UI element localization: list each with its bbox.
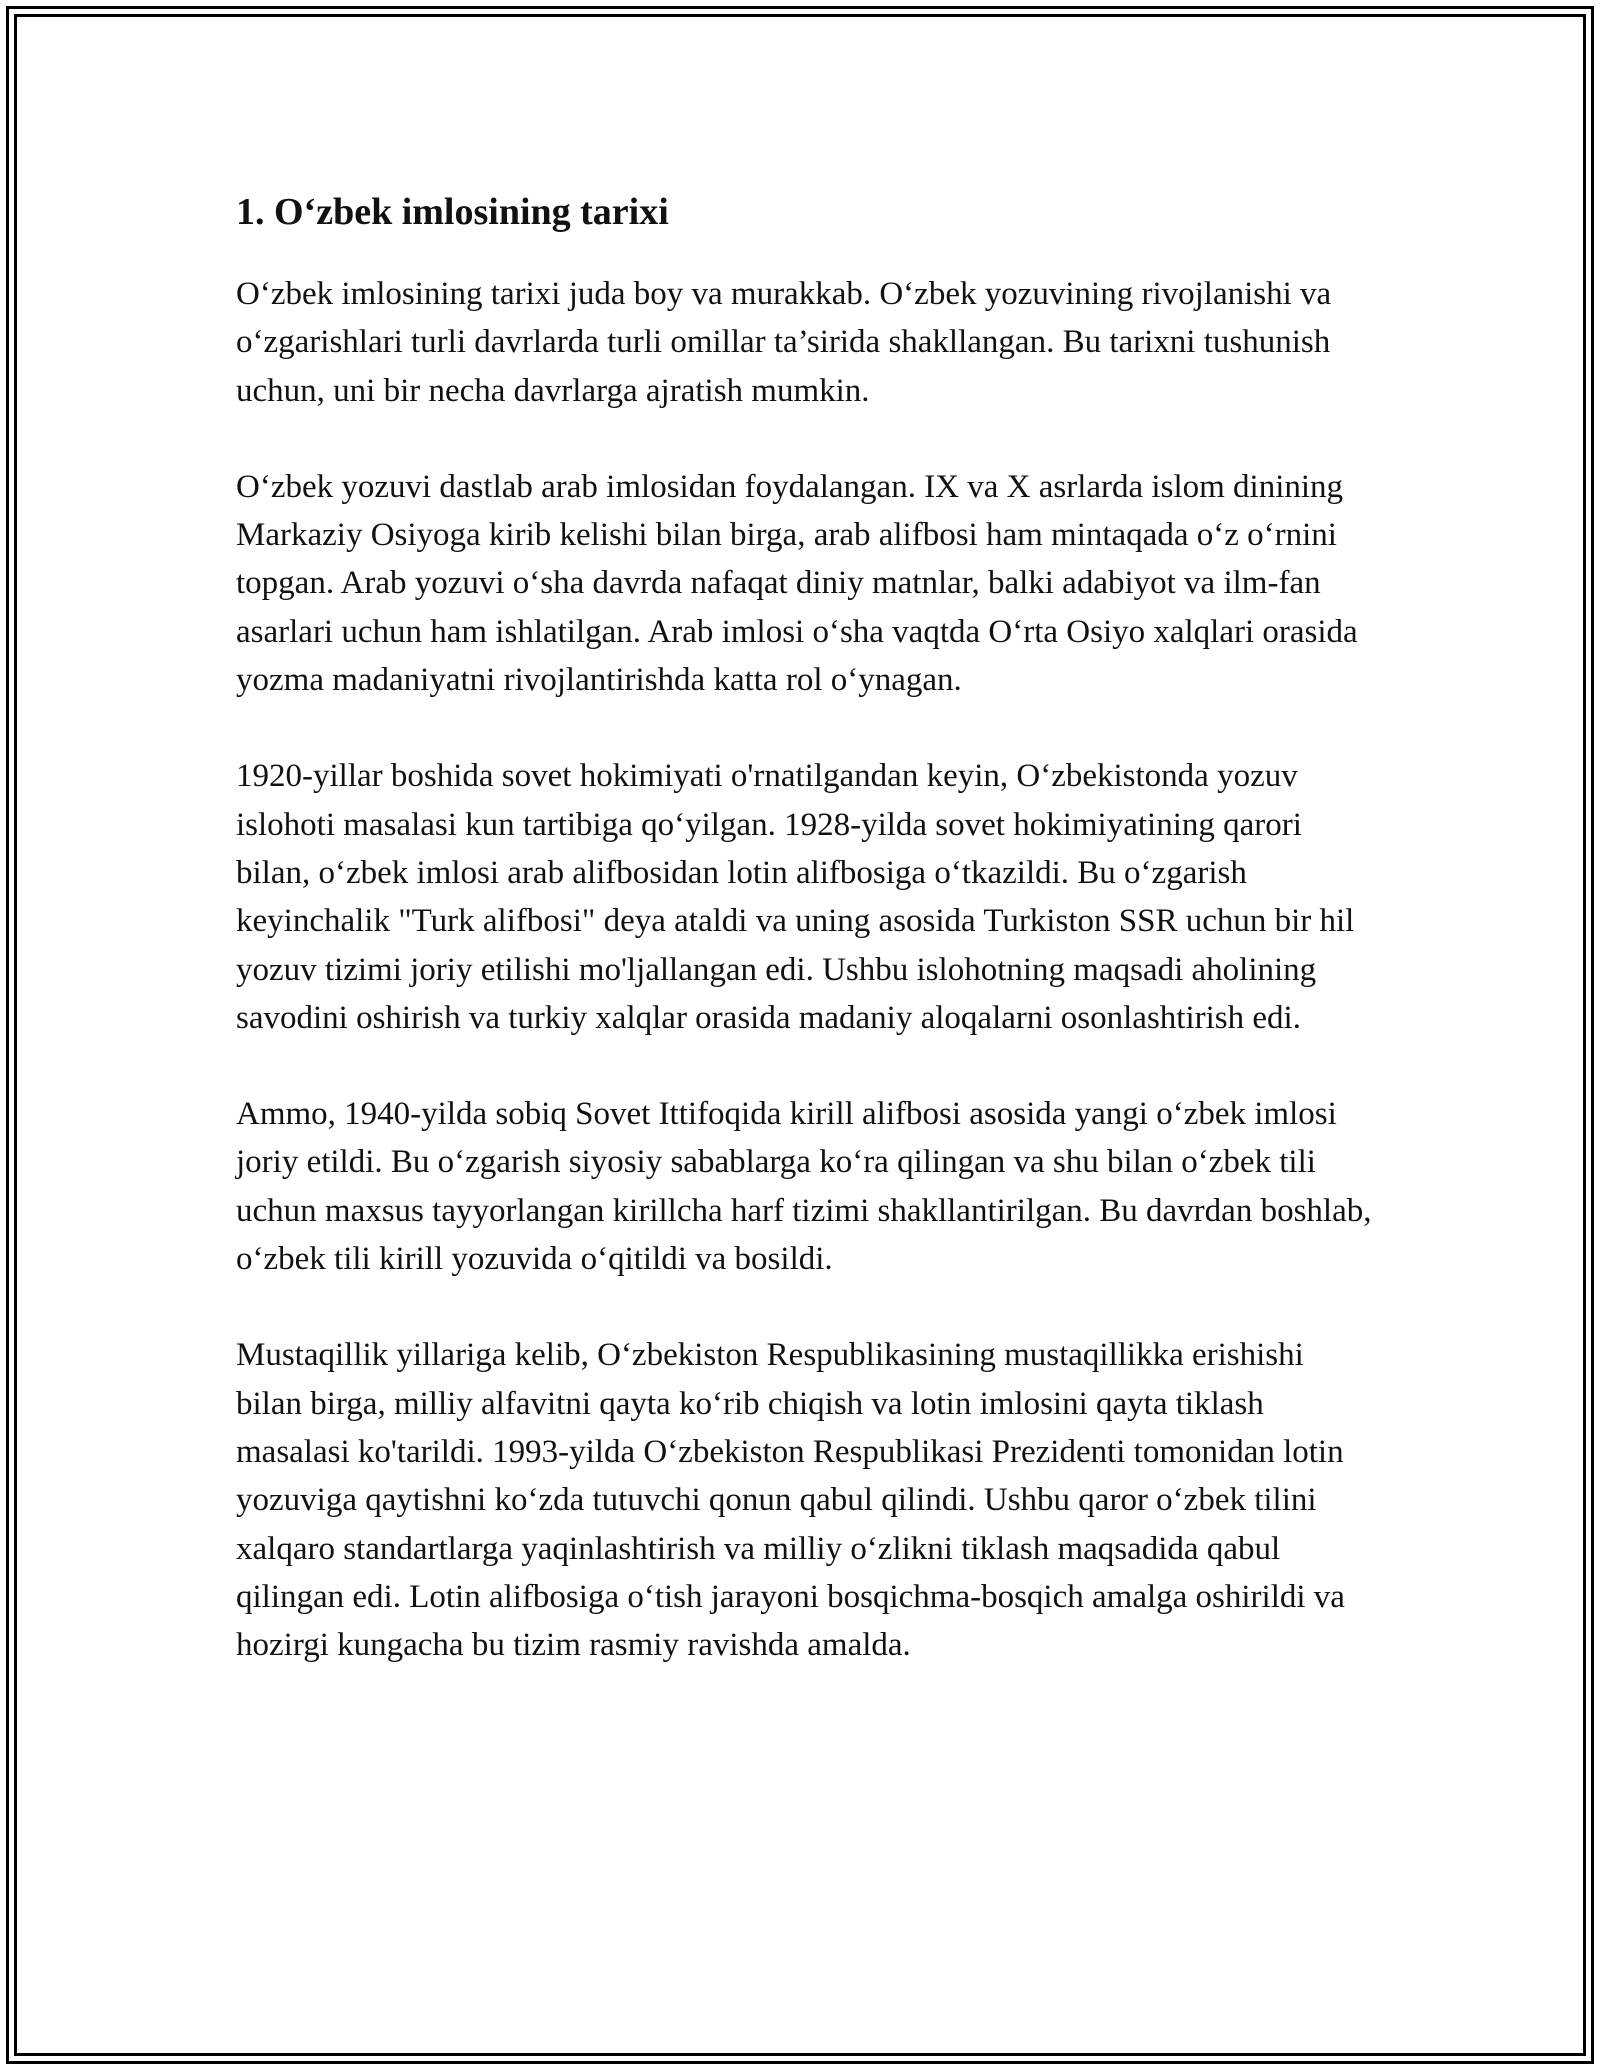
section-heading: 1. O‘zbek imlosining tarixi [236, 191, 669, 233]
paragraph-intro: O‘zbek imlosining tarixi juda boy va murakkab. O‘zbek yozuvining rivojlanishi va o‘zgarishlari turli davrlarda turli omillar ta’sirida shakllangan. Bu tarixni tushunish uchun, uni bir necha davrlarga ajratish mumkin. [236, 276, 1332, 409]
paragraph-latin-reform-1928: 1920-yillar boshida sovet hokimiyati o'rnatilgandan keyin, O‘zbekistonda yozuv islohoti masalasi kun tartibiga qo‘yilgan. 1928-yilda sovet hokimiyatining qarori bilan, o‘zbek imlosi arab alifbosidan lotin alifbosiga o‘tkazildi. Bu o‘zgarish keyinchalik "Turk alifbosi" deya ataldi va uning asosida Turkiston SSR uchun bir hil yozuv tizimi joriy etilishi mo'ljallangan edi. Ushbu islohotning maqsadi aholining savodini oshirish va turkiy xalqlar orasida madaniy aloqalarni osonlashtirish edi. [236, 758, 1355, 1036]
paragraph-cyrillic-1940: Ammo, 1940-yilda sobiq Sovet Ittifoqida kirill alifbosi asosida yangi o‘zbek imlosi joriy etildi. Bu o‘zgarish siyosiy sabablarga ko‘ra qilingan va shu bilan o‘zbek tili uchun maxsus tayyorlangan kirillcha harf tizimi shakllantirilgan. Bu davrdan boshlab, o‘zbek tili kirill yozuvida o‘qitildi va bosildi. [236, 1096, 1372, 1278]
document-page [236, 188, 1376, 1717]
paragraph-independence-1993: Mustaqillik yillariga kelib, O‘zbekiston Respublikasining mustaqillikka erishishi bilan birga, milliy alfavitni qayta ko‘rib chiqish va lotin imlosini qayta tiklash masalasi ko'tarildi. 1993-yilda O‘zbekiston Respublikasi Prezidenti tomonidan lotin yozuviga qaytishni ko‘zda tutuvchi qonun qabul qilindi. Ushbu qaror o‘zbek tilini xalqaro standartlarga yaqinlashtirish va milliy o‘zlikni tiklash maqsadida qabul qilingan edi. Lotin alifbosiga o‘tish jarayoni bosqichma-bosqich amalga oshirildi va hozirgi kungacha bu tizim rasmiy ravishda amalda. [236, 1337, 1345, 1664]
paragraph-arabic-script: O‘zbek yozuvi dastlab arab imlosidan foydalangan. IX va X asrlarda islom dinining Markaziy Osiyoga kirib kelishi bilan birga, arab alifbosi ham mintaqada o‘z o‘rnini topgan. Arab yozuvi o‘sha davrda nafaqat diniy matnlar, balki adabiyot va ilm-fan asarlari uchun ham ishlatilgan. Arab imlosi o‘sha vaqtda O‘rta Osiyo xalqlari orasida yozma madaniyatni rivojlantirishda katta rol o‘ynagan. [236, 468, 1358, 699]
